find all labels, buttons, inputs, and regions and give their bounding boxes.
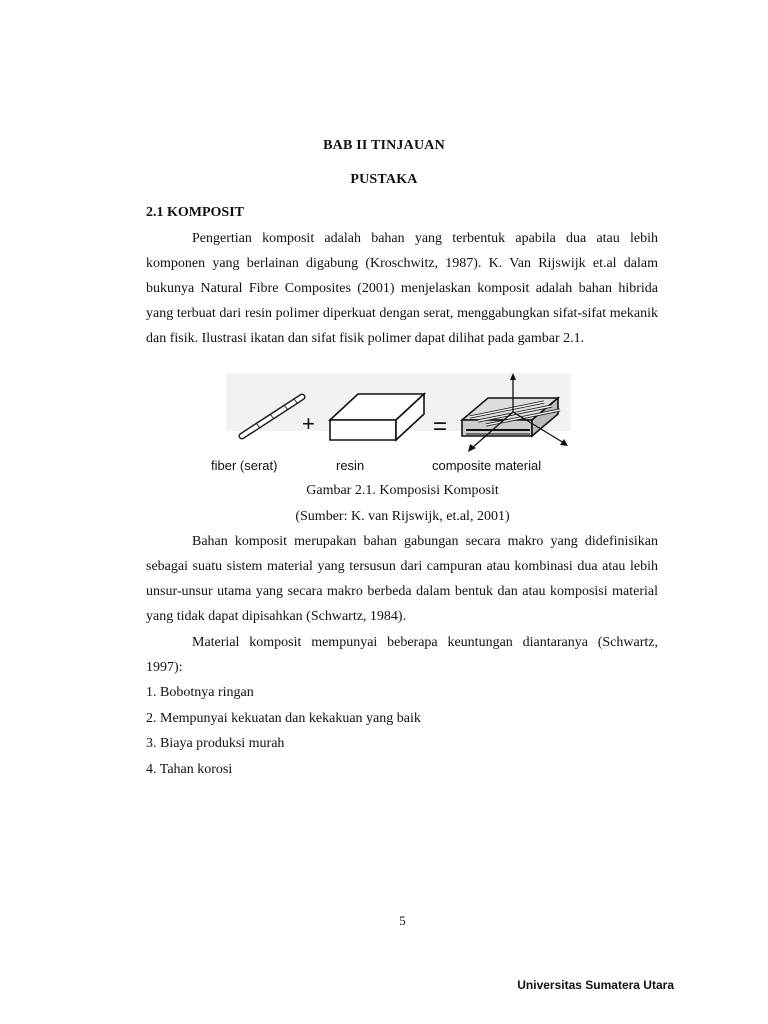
label-resin: resin [336,458,365,473]
plus-symbol: + [302,411,315,436]
section-title: 2.1 KOMPOSIT [146,205,245,220]
chapter-title-line-2: PUSTAKA [350,172,418,187]
advantages-list [146,680,421,782]
list-item: 1. Bobotnya ringan [146,685,254,700]
composite-illustration [226,368,576,458]
list-item: 3. Biaya produksi murah [146,736,285,751]
label-fiber: fiber (serat) [211,458,278,473]
composite-figure [226,368,576,458]
paragraph-3: Material komposit mempunyai beberapa keuntungan diantaranya (Schwartz, 1997): [146,635,658,675]
paragraph-1: Pengertian komposit adalah bahan yang terbentuk apabila dua atau lebih komponen yang berlainan digabung (Kroschwitz, 1987). K. Van Rijswijk et.al dalam bukunya Natural Fibre Composites (2001) menjelaskan komposit adalah bahan hibrida yang terbuat dari resin polimer diperkuat dengan serat, menggabungkan sifat-sifat mekanik dan fisik. Ilustrasi ikatan dan sifat fisik polimer dapat dilihat pada gambar 2.1. [146,231,658,346]
list-item: 4. Tahan korosi [146,761,233,777]
footer-institution: Universitas Sumatera Utara [517,978,674,992]
figure-source: (Sumber: K. van Rijswijk, et.al, 2001) [295,509,510,524]
label-composite: composite material [432,458,542,473]
page-number: 5 [399,913,406,928]
paragraph-2: Bahan komposit merupakan bahan gabungan secara makro yang didefinisikan sebagai suatu sistem material yang tersusun dari campuran atau kombinasi dua atau lebih unsur-unsur utama yang secara makro berbeda dalam bentuk dan atau komposisi material yang tidak dapat dipisahkan (Schwartz, 1984). [146,534,658,624]
figure-caption: Gambar 2.1. Komposisi Komposit [306,483,499,498]
equals-symbol: = [433,413,448,440]
list-item: 2. Mempunyai kekuatan dan kekakuan yang baik [146,710,421,726]
chapter-title-line-1: BAB II TINJAUAN [323,138,445,153]
